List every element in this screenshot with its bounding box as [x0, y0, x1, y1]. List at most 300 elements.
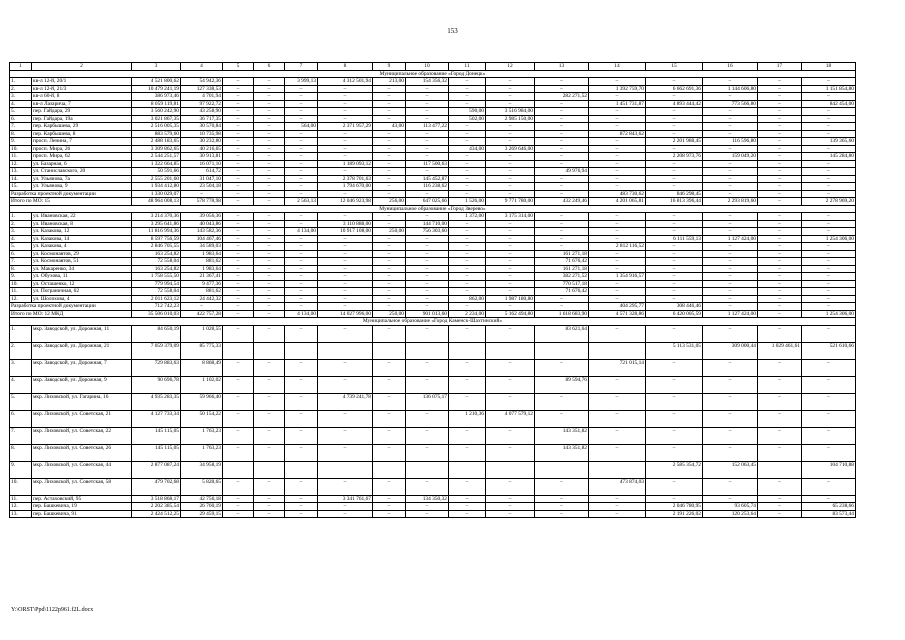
table-cell: 2 812 116,52 — [589, 243, 646, 251]
table-cell: – — [285, 115, 318, 123]
table-cell: 120 253,64 — [703, 510, 758, 518]
table-cell: – — [703, 295, 758, 303]
table-cell: – — [758, 503, 802, 511]
table-cell: – — [758, 273, 802, 281]
table-cell: 31 047,10 — [181, 175, 223, 183]
table-cell: – — [223, 478, 254, 495]
table-cell: 29 459,15 — [181, 510, 223, 518]
table-row — [10, 444, 856, 461]
table-cell: – — [223, 310, 254, 318]
table-cell: 6 111 559,13 — [646, 235, 703, 243]
table-cell: – — [285, 303, 318, 311]
table-cell: – — [703, 108, 758, 116]
table-cell: – — [285, 376, 318, 393]
table-row — [10, 461, 856, 478]
table-cell — [535, 461, 589, 478]
table-cell: – — [254, 295, 285, 303]
table-cell: – — [486, 478, 535, 495]
table-cell: – — [254, 325, 285, 342]
table-cell: – — [589, 153, 646, 161]
table-cell: – — [406, 138, 449, 146]
table-cell: 35 506 010,03 — [132, 310, 181, 318]
table-cell: – — [535, 190, 589, 198]
table-cell: 48 964 008,13 — [132, 198, 181, 206]
table-cell: – — [318, 258, 373, 266]
table-cell: – — [486, 376, 535, 393]
table-cell: – — [406, 503, 449, 511]
table-cell: 2 424 512,25 — [132, 510, 181, 518]
table-cell: 473 874,03 — [589, 478, 646, 495]
table-cell: – — [646, 258, 703, 266]
table-cell: – — [486, 153, 535, 161]
table-row — [10, 250, 856, 258]
table-row — [10, 123, 856, 131]
table-cell: – — [802, 376, 856, 393]
table-cell: – — [703, 220, 758, 228]
table-cell: 282 271,52 — [535, 93, 589, 101]
table-cell: ул. Космонавтов, 51 — [32, 258, 132, 266]
table-cell: – — [254, 243, 285, 251]
table-cell: – — [373, 250, 406, 258]
table-cell: – — [318, 376, 373, 393]
table-cell: – — [535, 153, 589, 161]
table-cell: 93 605,74 — [703, 503, 758, 511]
table-cell: 13. — [10, 168, 32, 176]
table-cell: 30 232,80 — [181, 138, 223, 146]
table-cell: 24 442,32 — [181, 295, 223, 303]
table-cell — [223, 461, 254, 478]
table-cell: – — [449, 243, 486, 251]
table-cell: – — [406, 108, 449, 116]
table-cell: – — [535, 78, 589, 86]
table-cell: 139 365,60 — [802, 138, 856, 146]
table-cell: – — [449, 100, 486, 108]
table-cell: – — [318, 93, 373, 101]
table-cell: – — [703, 78, 758, 86]
table-cell: 36 717,35 — [181, 115, 223, 123]
table-cell: – — [802, 444, 856, 461]
table-cell: 90 696,78 — [132, 376, 181, 393]
table-cell: – — [406, 115, 449, 123]
table-cell: 1 451 731,87 — [589, 100, 646, 108]
table-cell: 10 735,98 — [181, 130, 223, 138]
table-cell: 256,00 — [373, 198, 406, 206]
column-header: 10 — [406, 63, 449, 71]
table-cell: – — [223, 288, 254, 296]
table-cell: – — [406, 213, 449, 221]
table-cell: – — [223, 198, 254, 206]
table-cell: – — [703, 168, 758, 176]
table-cell: – — [285, 145, 318, 153]
table-cell: – — [449, 288, 486, 296]
table-cell: – — [254, 265, 285, 273]
table-cell: 12. — [10, 295, 32, 303]
table-cell: 5. — [10, 393, 32, 410]
table-cell: – — [449, 190, 486, 198]
column-header: 7 — [285, 63, 318, 71]
table-cell: – — [589, 295, 646, 303]
table-cell: 901 013,60 — [406, 310, 449, 318]
table-cell: – — [318, 108, 373, 116]
table-cell: – — [646, 325, 703, 342]
table-cell: – — [406, 100, 449, 108]
table-cell: 50 154,22 — [181, 410, 223, 427]
table-cell: 3. — [10, 93, 32, 101]
table-cell: – — [318, 510, 373, 518]
table-cell: – — [486, 495, 535, 503]
table-cell: – — [373, 325, 406, 342]
table-cell: 2 293 819,60 — [703, 198, 758, 206]
table-cell: 712 742,23 — [132, 303, 181, 311]
table-cell: 23 504,18 — [181, 183, 223, 191]
table-cell: – — [758, 258, 802, 266]
table-cell: – — [589, 145, 646, 153]
table-cell: – — [285, 288, 318, 296]
table-cell: 4 134,00 — [285, 228, 318, 236]
table-cell: – — [589, 444, 646, 461]
table-row — [10, 342, 856, 359]
table-cell: 40 216,65 — [181, 145, 223, 153]
table-cell: 4 701,94 — [181, 93, 223, 101]
table-cell: 127 338,53 — [181, 85, 223, 93]
table-cell: – — [318, 478, 373, 495]
table-row — [10, 280, 856, 288]
table-cell: – — [223, 138, 254, 146]
table-cell: – — [254, 108, 285, 116]
table-cell: – — [254, 183, 285, 191]
table-cell: – — [223, 273, 254, 281]
table-cell: – — [223, 168, 254, 176]
table-cell: – — [254, 153, 285, 161]
table-cell: 1 983,64 — [181, 265, 223, 273]
page-number: 153 — [447, 27, 458, 35]
table-cell: – — [254, 213, 285, 221]
table-cell: – — [449, 93, 486, 101]
table-cell: – — [449, 393, 486, 410]
table-cell: – — [406, 359, 449, 376]
table-cell: – — [535, 183, 589, 191]
table-cell: 97 922,72 — [181, 100, 223, 108]
table-cell: 647 025,66 — [406, 198, 449, 206]
table-cell: – — [589, 495, 646, 503]
table-cell: – — [449, 183, 486, 191]
table-cell: 483 730,62 — [589, 190, 646, 198]
table-cell: – — [802, 273, 856, 281]
table-cell: – — [373, 280, 406, 288]
table-cell: 872 843,62 — [589, 130, 646, 138]
table-cell: – — [646, 115, 703, 123]
section-title: Муниципальное образование «Город Донецк» — [10, 70, 856, 78]
column-header: 9 — [373, 63, 406, 71]
table-cell: – — [223, 115, 254, 123]
table-cell: 721 015,14 — [589, 359, 646, 376]
table-cell: – — [223, 495, 254, 503]
table-cell: 1 144 606,80 — [703, 85, 758, 93]
table-cell: – — [449, 250, 486, 258]
table-cell: ул. Станиславского, 20 — [32, 168, 132, 176]
table-cell: – — [535, 138, 589, 146]
table-cell: 159 049,20 — [703, 153, 758, 161]
table-cell: ул. Космонавтов, 29 — [32, 250, 132, 258]
table-cell: – — [802, 393, 856, 410]
table-cell: – — [373, 160, 406, 168]
table-cell: 9. — [10, 138, 32, 146]
table-cell: – — [318, 265, 373, 273]
table-cell: – — [589, 220, 646, 228]
table-cell: 104 467,46 — [181, 235, 223, 243]
table-cell: – — [449, 427, 486, 444]
table-cell: 5 828,65 — [181, 478, 223, 495]
table-row — [10, 108, 856, 116]
table-cell: – — [646, 427, 703, 444]
table-cell: – — [646, 273, 703, 281]
table-cell: – — [589, 78, 646, 86]
table-cell: – — [223, 100, 254, 108]
table-cell: – — [758, 123, 802, 131]
table-cell: – — [223, 160, 254, 168]
table-cell: 5 113 531,05 — [646, 342, 703, 359]
table-row — [10, 93, 856, 101]
table-cell: – — [486, 444, 535, 461]
table-cell: 144 710,00 — [406, 220, 449, 228]
table-cell: – — [703, 228, 758, 236]
table-cell: – — [406, 288, 449, 296]
table-cell: 1 983,64 — [181, 250, 223, 258]
table-cell: – — [318, 325, 373, 342]
table-cell: – — [646, 213, 703, 221]
table-cell: – — [486, 123, 535, 131]
table-cell: – — [406, 145, 449, 153]
table-cell: – — [758, 168, 802, 176]
table-cell: – — [703, 145, 758, 153]
table-cell: – — [223, 235, 254, 243]
table-cell: – — [285, 273, 318, 281]
table-cell: 15. — [10, 183, 32, 191]
table-cell: 10. — [10, 145, 32, 153]
table-cell: – — [254, 168, 285, 176]
table-cell: – — [223, 78, 254, 86]
table-cell: – — [318, 444, 373, 461]
table-cell: 1 934 412,80 — [132, 183, 181, 191]
table-cell: – — [486, 130, 535, 138]
table-cell: – — [535, 220, 589, 228]
column-header: 13 — [535, 63, 589, 71]
table-cell: – — [223, 220, 254, 228]
table-cell: – — [758, 288, 802, 296]
table-cell: – — [646, 93, 703, 101]
table-cell: 1 354 916,57 — [589, 273, 646, 281]
table-cell: 71 676,42 — [535, 258, 589, 266]
table-cell: – — [589, 258, 646, 266]
table-cell: – — [703, 280, 758, 288]
table-cell: – — [535, 295, 589, 303]
table-cell: 2 371 957,29 — [318, 123, 373, 131]
table-cell: – — [285, 359, 318, 376]
table-cell: пер. Гайдара, 29 — [32, 108, 132, 116]
table-cell: – — [318, 138, 373, 146]
table-cell: 83 573,44 — [802, 510, 856, 518]
table-row — [10, 115, 856, 123]
column-header: 5 — [223, 63, 254, 71]
table-cell: – — [589, 115, 646, 123]
table-cell: ул. Ульянова, 9 — [32, 183, 132, 191]
table-cell: 1 763,23 — [181, 427, 223, 444]
table-cell: 10 917 108,00 — [318, 228, 373, 236]
table-cell: – — [535, 160, 589, 168]
table-cell: – — [535, 115, 589, 123]
table-cell: – — [535, 503, 589, 511]
table-row — [10, 228, 856, 236]
table-cell: – — [285, 258, 318, 266]
summary-row — [10, 190, 856, 198]
table-cell: – — [285, 85, 318, 93]
table-cell: – — [802, 495, 856, 503]
table-row — [10, 213, 856, 221]
table-cell: 578 778,98 — [181, 198, 223, 206]
table-cell: 4 312 501,94 — [318, 78, 373, 86]
table-cell: – — [703, 427, 758, 444]
section-row — [10, 70, 856, 78]
table-cell: 2 202 385,54 — [132, 503, 181, 511]
table-cell: – — [802, 108, 856, 116]
table-cell: – — [758, 235, 802, 243]
table-cell: 116 596,80 — [703, 138, 758, 146]
table-cell: – — [285, 503, 318, 511]
table-cell: кв-л 12-й, 20/1 — [32, 78, 132, 86]
table-cell: 2 046 780,95 — [646, 503, 703, 511]
table-cell: 6. — [10, 115, 32, 123]
table-cell: – — [646, 243, 703, 251]
table-cell: – — [406, 243, 449, 251]
table-cell: 1 028,55 — [181, 325, 223, 342]
table-cell: 30 570,84 — [181, 123, 223, 131]
table-cell: 134 350,32 — [406, 495, 449, 503]
table-cell: 1 322 664,85 — [132, 160, 181, 168]
table-cell: – — [535, 478, 589, 495]
table-cell: – — [589, 160, 646, 168]
table-cell: 1 029 461,61 — [758, 342, 802, 359]
table-cell: – — [486, 243, 535, 251]
table-row — [10, 85, 856, 93]
table-cell: – — [802, 359, 856, 376]
table-cell: – — [406, 190, 449, 198]
table-cell: просп. Ленина, 7 — [32, 138, 132, 146]
table-cell: 11. — [10, 495, 32, 503]
table-cell: – — [589, 503, 646, 511]
table-cell: – — [373, 258, 406, 266]
table-cell: – — [406, 258, 449, 266]
table-row — [10, 145, 856, 153]
table-cell: 479 702,68 — [132, 478, 181, 495]
table-cell: 1 189 093,12 — [318, 160, 373, 168]
column-header: 17 — [758, 63, 802, 71]
table-cell: 1 254 306,00 — [802, 235, 856, 243]
table-cell: – — [285, 325, 318, 342]
table-cell: – — [703, 190, 758, 198]
table-cell: – — [802, 190, 856, 198]
table-cell: – — [285, 213, 318, 221]
table-cell: мкр. Заводской, ул. Дорожная, 11 — [32, 325, 132, 342]
table-cell: – — [406, 410, 449, 427]
table-cell: – — [223, 250, 254, 258]
table-cell: – — [318, 115, 373, 123]
table-cell: 1. — [10, 78, 32, 86]
table-cell: 756 303,60 — [406, 228, 449, 236]
table-cell: – — [223, 190, 254, 198]
table-cell: – — [486, 100, 535, 108]
column-header: 12 — [486, 63, 535, 71]
table-cell: мкр. Заводской, ул. Дорожная, 21 — [32, 342, 132, 359]
table-cell: – — [406, 376, 449, 393]
table-cell: – — [373, 444, 406, 461]
table-cell: – — [758, 444, 802, 461]
table-cell: 5. — [10, 108, 32, 116]
table-cell: – — [535, 393, 589, 410]
table-cell: ул. Ивановская, 22 — [32, 213, 132, 221]
table-cell: – — [223, 303, 254, 311]
table-cell: 7. — [10, 258, 32, 266]
table-header-row — [10, 63, 856, 71]
column-header: 1 — [10, 63, 32, 71]
table-cell: – — [589, 376, 646, 393]
table-cell: – — [703, 160, 758, 168]
table-cell: 8. — [10, 444, 32, 461]
table-cell: – — [486, 138, 535, 146]
summary-label: Итого по МО: 15 — [10, 198, 132, 206]
table-cell: – — [535, 108, 589, 116]
table-cell: – — [406, 303, 449, 311]
table-cell: – — [449, 359, 486, 376]
table-cell: ул. Осташенко, 12 — [32, 280, 132, 288]
table-cell: – — [802, 478, 856, 495]
table-cell: – — [223, 108, 254, 116]
table-cell: – — [406, 168, 449, 176]
table-cell: ул. Казакова, 12 — [32, 228, 132, 236]
table-cell: – — [646, 280, 703, 288]
table-cell: – — [254, 145, 285, 153]
table-cell: пер. Гайдара, 19а — [32, 115, 132, 123]
table-cell: – — [449, 495, 486, 503]
table-cell: – — [802, 250, 856, 258]
table-cell: 434,00 — [449, 145, 486, 153]
table-cell: – — [373, 183, 406, 191]
table-cell: – — [406, 510, 449, 518]
table-cell: – — [285, 243, 318, 251]
table-cell — [486, 342, 535, 359]
table-cell: – — [646, 393, 703, 410]
table-cell: – — [449, 478, 486, 495]
table-cell: – — [802, 265, 856, 273]
table-cell: – — [589, 138, 646, 146]
table-cell: 4 077 579,12 — [486, 410, 535, 427]
table-cell: – — [449, 265, 486, 273]
table-cell: – — [486, 250, 535, 258]
table-cell: 564,00 — [285, 123, 318, 131]
table-cell — [223, 342, 254, 359]
table-cell: – — [406, 265, 449, 273]
table-cell: – — [758, 153, 802, 161]
table-cell: 6 662 691,36 — [646, 85, 703, 93]
table-cell: – — [758, 410, 802, 427]
table-cell: – — [646, 108, 703, 116]
table-cell: 40 043,86 — [181, 220, 223, 228]
table-cell — [406, 342, 449, 359]
column-header: 18 — [802, 63, 856, 71]
table-cell: 113 477,22 — [406, 123, 449, 131]
table-cell: – — [758, 130, 802, 138]
table-cell: – — [285, 130, 318, 138]
table-cell: – — [703, 130, 758, 138]
